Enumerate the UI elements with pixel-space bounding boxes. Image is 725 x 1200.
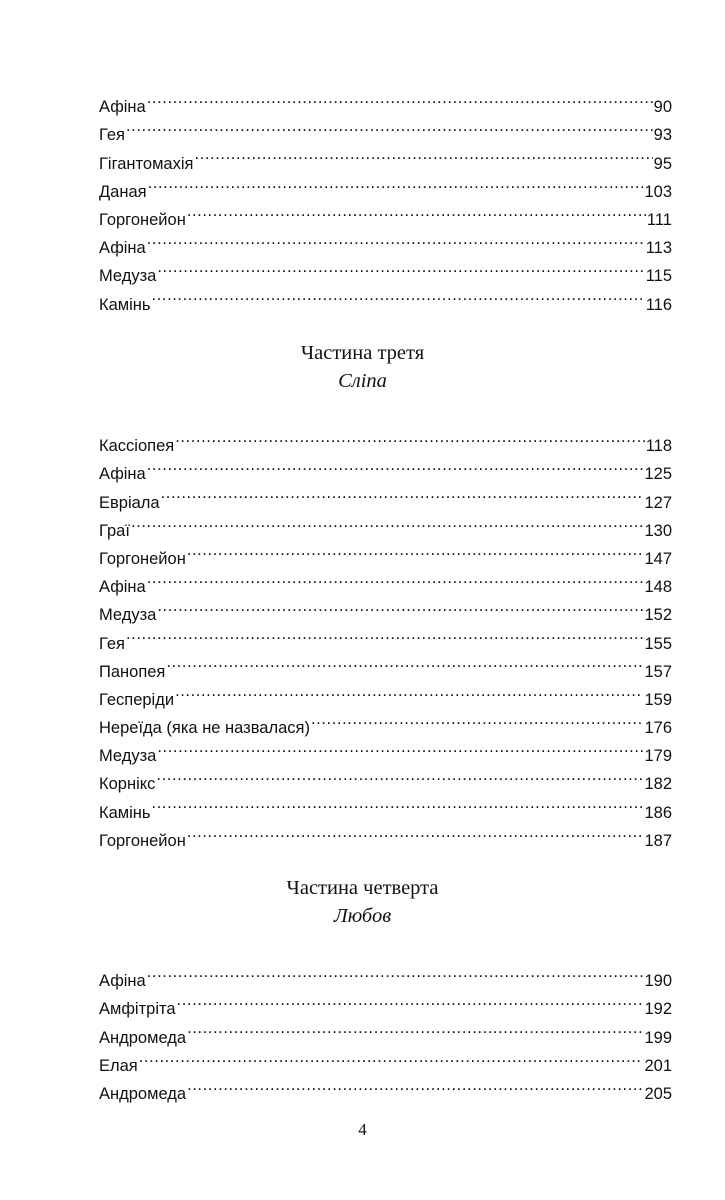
- toc-entry-title: Кассіопея: [99, 437, 175, 456]
- toc-entry-page-number: 115: [645, 267, 672, 286]
- toc-entry-title: Афіна: [99, 98, 146, 117]
- toc-entry-title: Афіна: [99, 465, 146, 484]
- toc-entry-title: Камінь: [99, 803, 151, 822]
- toc-entry-title: Горгонейон: [99, 549, 186, 568]
- part-four-heading: [0, 874, 725, 930]
- toc-entry-title: Горгонейон: [99, 210, 186, 229]
- dot-leader: [156, 761, 643, 789]
- toc-entry-title: Даная: [99, 182, 147, 201]
- toc-list-part-two-tail: [99, 84, 672, 314]
- toc-entry-title: Медуза: [99, 267, 157, 286]
- toc-entry: [99, 958, 672, 991]
- toc-entry-page-number: 118: [645, 437, 672, 456]
- toc-entry: [99, 564, 672, 597]
- dot-leader: [139, 1043, 644, 1071]
- toc-entry-page-number: 176: [644, 719, 672, 738]
- dot-leader: [147, 958, 644, 986]
- dot-leader: [177, 986, 644, 1014]
- toc-entry-page-number: 125: [644, 465, 672, 484]
- page-number: 4: [358, 1120, 367, 1139]
- toc-entry: [99, 1014, 672, 1047]
- toc-entry: [99, 197, 672, 229]
- toc-entry-page-number: 130: [644, 521, 672, 540]
- dot-leader: [157, 592, 643, 620]
- toc-entry: [99, 508, 672, 540]
- toc-entry-title: Афіна: [99, 972, 146, 991]
- toc-entry: [99, 479, 672, 512]
- dot-leader: [187, 197, 646, 225]
- toc-entry-title: Медуза: [99, 747, 157, 766]
- toc-entry-title: Афіна: [99, 578, 146, 597]
- toc-entry: [99, 140, 672, 173]
- toc-entry-title: Гесперіди: [99, 690, 175, 709]
- dot-leader: [161, 479, 644, 507]
- dot-leader: [194, 140, 652, 168]
- part-title: Частина третя: [300, 342, 425, 364]
- toc-entry: [99, 169, 672, 201]
- toc-entry-page-number: 182: [644, 775, 672, 794]
- dot-leader: [157, 253, 644, 281]
- toc-entry-title: Елая: [99, 1056, 138, 1075]
- dot-leader: [148, 169, 644, 197]
- part-three-heading: [0, 339, 725, 395]
- toc-list-part-three: [99, 423, 672, 850]
- toc-entry-page-number: 192: [644, 1000, 672, 1019]
- toc-entry-title: Гея: [99, 634, 125, 653]
- toc-entry-title: Гея: [99, 126, 125, 145]
- part-subtitle: Сліпа: [338, 370, 387, 392]
- dot-leader: [187, 818, 644, 846]
- dot-leader: [147, 564, 644, 592]
- toc-entry-page-number: 152: [644, 606, 672, 625]
- toc-entry-page-number: 148: [644, 578, 672, 597]
- toc-entry: [99, 620, 672, 653]
- toc-entry-title: Корнікс: [99, 775, 156, 794]
- toc-entry-page-number: 190: [644, 972, 672, 991]
- dot-leader: [157, 733, 643, 761]
- toc-entry: [99, 761, 672, 794]
- toc-entry-page-number: 179: [644, 747, 672, 766]
- dot-leader: [147, 84, 653, 112]
- part-subtitle: Любов: [333, 905, 392, 927]
- dot-leader: [166, 649, 643, 677]
- toc-entry: [99, 225, 672, 258]
- toc-entry: [99, 986, 672, 1019]
- toc-entry-page-number: 157: [644, 662, 672, 681]
- toc-entry-title: Андромеда: [99, 1028, 187, 1047]
- part-title: Частина четверта: [286, 877, 439, 899]
- toc-entry-page-number: 205: [644, 1084, 672, 1103]
- toc-entry-title: Евріала: [99, 493, 160, 512]
- dot-leader: [147, 451, 644, 479]
- toc-entry: [99, 733, 672, 766]
- toc-entry: [99, 789, 672, 822]
- toc-entry-page-number: 147: [644, 549, 672, 568]
- toc-entry: [99, 281, 672, 314]
- dot-leader: [131, 508, 644, 536]
- toc-entry-title: Амфітріта: [99, 1000, 176, 1019]
- toc-entry: [99, 253, 672, 286]
- toc-entry: [99, 112, 672, 145]
- toc-entry-page-number: 201: [644, 1056, 672, 1075]
- dot-leader: [126, 112, 653, 140]
- dot-leader: [187, 1071, 643, 1099]
- toc-entry: [99, 536, 672, 568]
- toc-entry-page-number: 127: [644, 493, 672, 512]
- toc-entry-page-number: 113: [645, 239, 672, 258]
- toc-entry-page-number: 155: [644, 634, 672, 653]
- toc-entry: [99, 451, 672, 484]
- dot-leader: [187, 1014, 643, 1042]
- toc-entry-title: Панопея: [99, 662, 166, 681]
- dot-leader: [175, 677, 643, 705]
- toc-entry: [99, 1071, 672, 1103]
- toc-entry-title: Нереїда (яка не назвалася): [99, 719, 310, 738]
- toc-entry-title: Горгонейон: [99, 831, 186, 850]
- dot-leader: [175, 423, 645, 451]
- toc-entry: [99, 592, 672, 625]
- toc-entry-page-number: 111: [646, 210, 672, 229]
- toc-entry: [99, 677, 672, 709]
- toc-entry: [99, 1043, 672, 1075]
- toc-entry-title: Граї: [99, 521, 130, 540]
- dot-leader: [152, 789, 644, 817]
- toc-entry-title: Камінь: [99, 295, 151, 314]
- dot-leader: [152, 281, 645, 309]
- toc-entry-page-number: 186: [644, 803, 672, 822]
- dot-leader: [126, 620, 644, 648]
- toc-entry-title: Гігантомахія: [99, 154, 194, 173]
- toc-entry: [99, 818, 672, 850]
- toc-entry: [99, 705, 672, 738]
- toc-entry-page-number: 95: [653, 154, 672, 173]
- toc-entry-page-number: 199: [644, 1028, 672, 1047]
- toc-entry: [99, 84, 672, 117]
- toc-entry-page-number: 116: [645, 295, 672, 314]
- toc-entry-page-number: 103: [644, 182, 672, 201]
- dot-leader: [311, 705, 643, 733]
- toc-entry-page-number: 159: [644, 690, 672, 709]
- dot-leader: [147, 225, 645, 253]
- toc-list-part-four: [99, 958, 672, 1103]
- toc-entry: [99, 423, 672, 456]
- toc-entry-title: Андромеда: [99, 1084, 187, 1103]
- toc-entry-title: Медуза: [99, 606, 157, 625]
- toc-entry: [99, 649, 672, 681]
- toc-entry-page-number: 187: [644, 831, 672, 850]
- toc-entry-page-number: 93: [653, 126, 672, 145]
- toc-entry-title: Афіна: [99, 239, 146, 258]
- dot-leader: [187, 536, 644, 564]
- toc-entry-page-number: 90: [653, 98, 672, 117]
